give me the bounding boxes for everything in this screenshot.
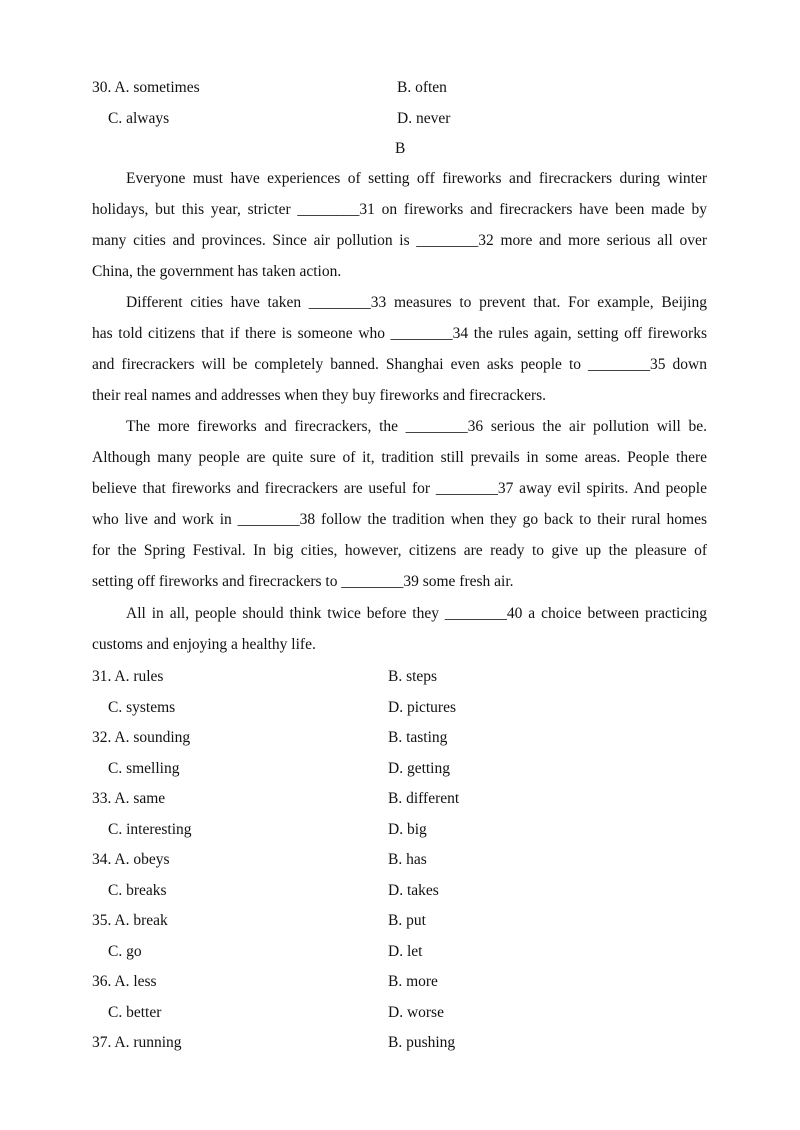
passage-line: All in all, people should think twice before they ________40 a choice between practicing [126, 605, 707, 622]
q30-option-a: 30. A. sometimes [92, 79, 200, 96]
q35-option-a: 35. A. break [92, 912, 168, 929]
passage-line: believe that fireworks and firecrackers are useful for ________37 away evil spirits. And people [92, 480, 707, 497]
q36-option-b: B. more [388, 973, 438, 990]
q32-option-a: 32. A. sounding [92, 729, 191, 746]
q31-option-b: B. steps [388, 668, 438, 685]
passage-line: holidays, but this year, stricter ________31 on fireworks and firecrackers have been made by [92, 201, 707, 218]
q34-option-d: D. takes [388, 882, 439, 899]
q30-option-d: D. never [397, 110, 451, 127]
passage-line: has told citizens that if there is someone who ________34 the rules again, setting off fireworks [92, 325, 707, 342]
q35-option-d: D. let [388, 943, 423, 960]
passage-line: customs and enjoying a healthy life. [92, 636, 316, 653]
passage-line: and firecrackers will be completely banned. Shanghai even asks people to ________35 down [92, 356, 707, 373]
passage-line: setting off fireworks and firecrackers to ________39 some fresh air. [92, 573, 514, 590]
q31-option-c: C. systems [108, 699, 176, 716]
q37-option-a: 37. A. running [92, 1034, 182, 1051]
q36-option-c: C. better [108, 1004, 162, 1021]
passage-paragraph-3 [92, 411, 707, 597]
passage-line: Different cities have taken ________33 measures to prevent that. For example, Beijing [126, 294, 707, 311]
q30-option-c: C. always [108, 110, 170, 127]
passage-line: China, the government has taken action. [92, 263, 342, 280]
section-label: B [395, 140, 406, 157]
q32-option-c: C. smelling [108, 760, 180, 777]
q31-option-a: 31. A. rules [92, 668, 164, 685]
passage-line: their real names and addresses when they buy fireworks and firecrackers. [92, 387, 547, 404]
q36-option-d: D. worse [388, 1004, 444, 1021]
q33-option-d: D. big [388, 821, 427, 838]
passage-paragraph-2 [92, 287, 707, 411]
passage-line: The more fireworks and firecrackers, the ________36 serious the air pollution will be. [126, 418, 707, 435]
q33-option-c: C. interesting [108, 821, 192, 838]
q35-option-b: B. put [388, 912, 426, 929]
passage-paragraph-4 [92, 598, 707, 660]
passage-line: for the Spring Festival. In big cities, however, citizens are ready to give up the pleasure of [92, 542, 707, 559]
q37-option-b: B. pushing [388, 1034, 456, 1051]
passage-line: who live and work in ________38 follow the tradition when they go back to their rural homes [92, 511, 707, 528]
q33-option-b: B. different [388, 790, 460, 807]
passage-line: many cities and provinces. Since air pollution is ________32 more and more serious all over [92, 232, 707, 249]
passage-paragraph-1 [92, 163, 707, 287]
q34-option-c: C. breaks [108, 882, 167, 899]
q30-option-b: B. often [397, 79, 447, 96]
q34-option-b: B. has [388, 851, 427, 868]
passage-line: Everyone must have experiences of setting off fireworks and firecrackers during winter [126, 170, 707, 187]
q34-option-a: 34. A. obeys [92, 851, 170, 868]
q32-option-d: D. getting [388, 760, 450, 777]
passage-line: Although many people are quite sure of it, tradition still prevails in some areas. People there [92, 449, 707, 466]
q32-option-b: B. tasting [388, 729, 448, 746]
q33-option-a: 33. A. same [92, 790, 166, 807]
q31-option-d: D. pictures [388, 699, 457, 716]
q36-option-a: 36. A. less [92, 973, 157, 990]
q35-option-c: C. go [108, 943, 142, 960]
